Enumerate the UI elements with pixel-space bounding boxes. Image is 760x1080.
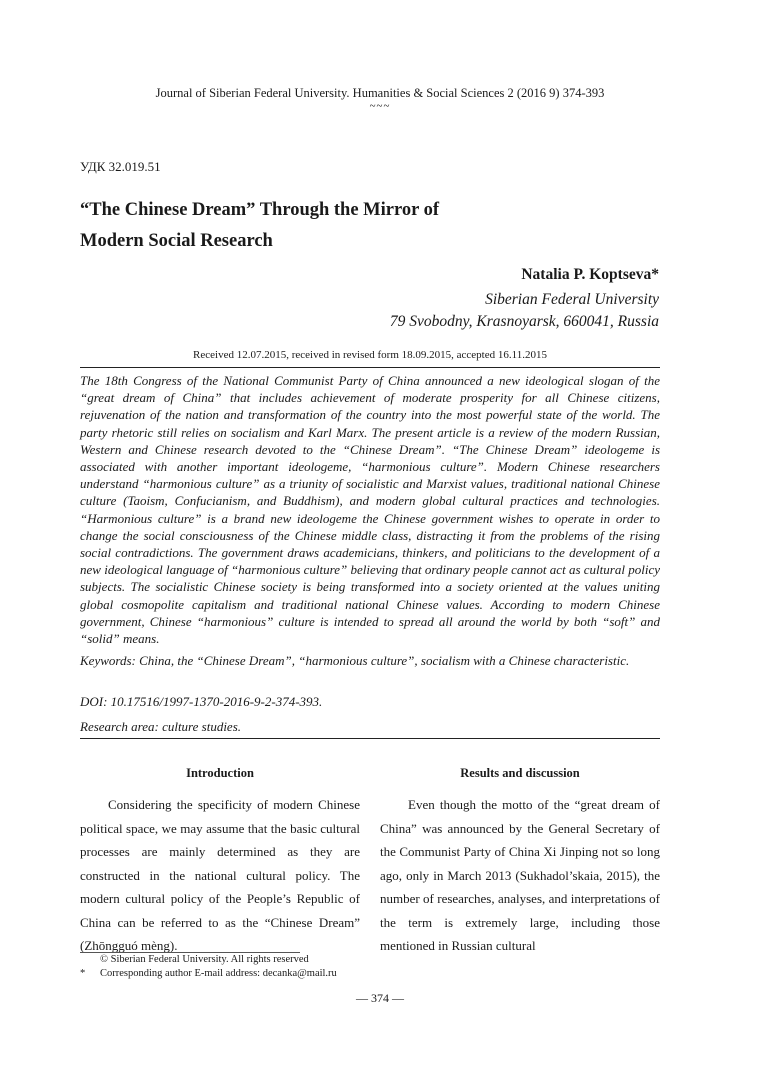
section-heading-introduction: Introduction <box>186 766 254 780</box>
research-area: Research area: culture studies. <box>80 719 242 734</box>
doi: DOI: 10.17516/1997-1370-2016-9-2-374-393. <box>80 694 323 709</box>
article-title: “The Chinese Dream” Through the Mirror of Modern Social Research <box>80 200 440 251</box>
author-affiliation-block <box>390 289 659 333</box>
column-introduction <box>80 766 360 958</box>
corresponding-text: Corresponding author E-mail address: decanka@mail.ru <box>100 968 337 979</box>
divider-bottom <box>80 738 660 739</box>
received-dates: Received 12.07.2015, received in revised form 18.09.2015, accepted 16.11.2015 <box>193 349 547 361</box>
section-text-results: Even though the motto of the “great dream of China” was announced by the General Secretary of the Communist Party of China Xi Jinping not so long ago, only in March 2013 (Sukhadol’skaia, 2015), the number of researches, analyses, and interpretations of the term is extremely large, including those mentioned in Russian cultural <box>380 797 660 953</box>
author-address: 79 Svobodny, Krasnoyarsk, 660041, Russia <box>389 313 659 330</box>
footnote-mark: * <box>80 968 86 979</box>
section-text-introduction: Considering the specificity of modern Chinese political space, we may assume that the basic cultural processes are mainly determined as they are constructed in the national cultural policy. The modern cultural policy of the People’s Republic of China can be referred to as the “Chinese Dream” (Zhōngguó mèng). <box>80 797 360 953</box>
column-results <box>380 766 660 958</box>
header-ornament: ~~~ <box>369 100 391 112</box>
footnote-corresponding <box>80 968 337 979</box>
footnote-copyright <box>80 954 309 965</box>
author-affiliation: Siberian Federal University <box>485 291 659 308</box>
keywords: Keywords: China, the “Chinese Dream”, “harmonious culture”, socialism with a Chinese characteristic. <box>80 653 630 668</box>
footnote-divider <box>80 952 300 953</box>
copyright-text: © Siberian Federal University. All rights reserved <box>100 954 309 965</box>
page-number: — 374 — <box>356 991 404 1005</box>
udk-code: УДК 32.019.51 <box>80 159 161 174</box>
section-heading-results: Results and discussion <box>460 766 580 780</box>
divider-top <box>80 367 660 368</box>
author-name: Natalia P. Koptseva* <box>521 266 659 283</box>
abstract: The 18th Congress of the National Communist Party of China announced a new ideological slogan of the “great dream of China” that includes achievement of moderate prosperity for all Chinese citizens, rejuvenation of the nation and transformation of the country into the most powerful state of the world. The party rhetoric still relies on socialism and Karl Marx. The present article is a review of the modern Russian, Western and Chinese research devoted to the “Chinese Dream”. “The Chinese Dream” ideologeme is associated with another important ideologeme, “harmonious culture”. Modern Chinese researchers understand “harmonious culture” as a triunity of socialistic and Marxist values, traditional national Chinese culture (Taoism, Confucianism, and Buddhism), and modern global cultural practices and technologies. “Harmonious culture” is a brand new ideologeme the Chinese government wishes to operate in order to change the social consciousness of the Chinese middle class, distracting it from the problems of the rising social contradictions. The government draws academicians, thinkers, and politicians to the development of a new ideological language of “harmonious culture” believing that ordinary people cannot act as cultural policy subjects. The socialistic Chinese society is being transformed into a society oriented at the values uniting global cosmopolite capitalism and traditional national Chinese values. According to modern Chinese government, Chinese “harmonious” culture is intended to spread all around the world by both “soft” and “solid” means. <box>80 373 660 647</box>
journal-header: Journal of Siberian Federal University. Humanities & Social Sciences 2 (2016 9) 374-393 <box>155 86 605 100</box>
